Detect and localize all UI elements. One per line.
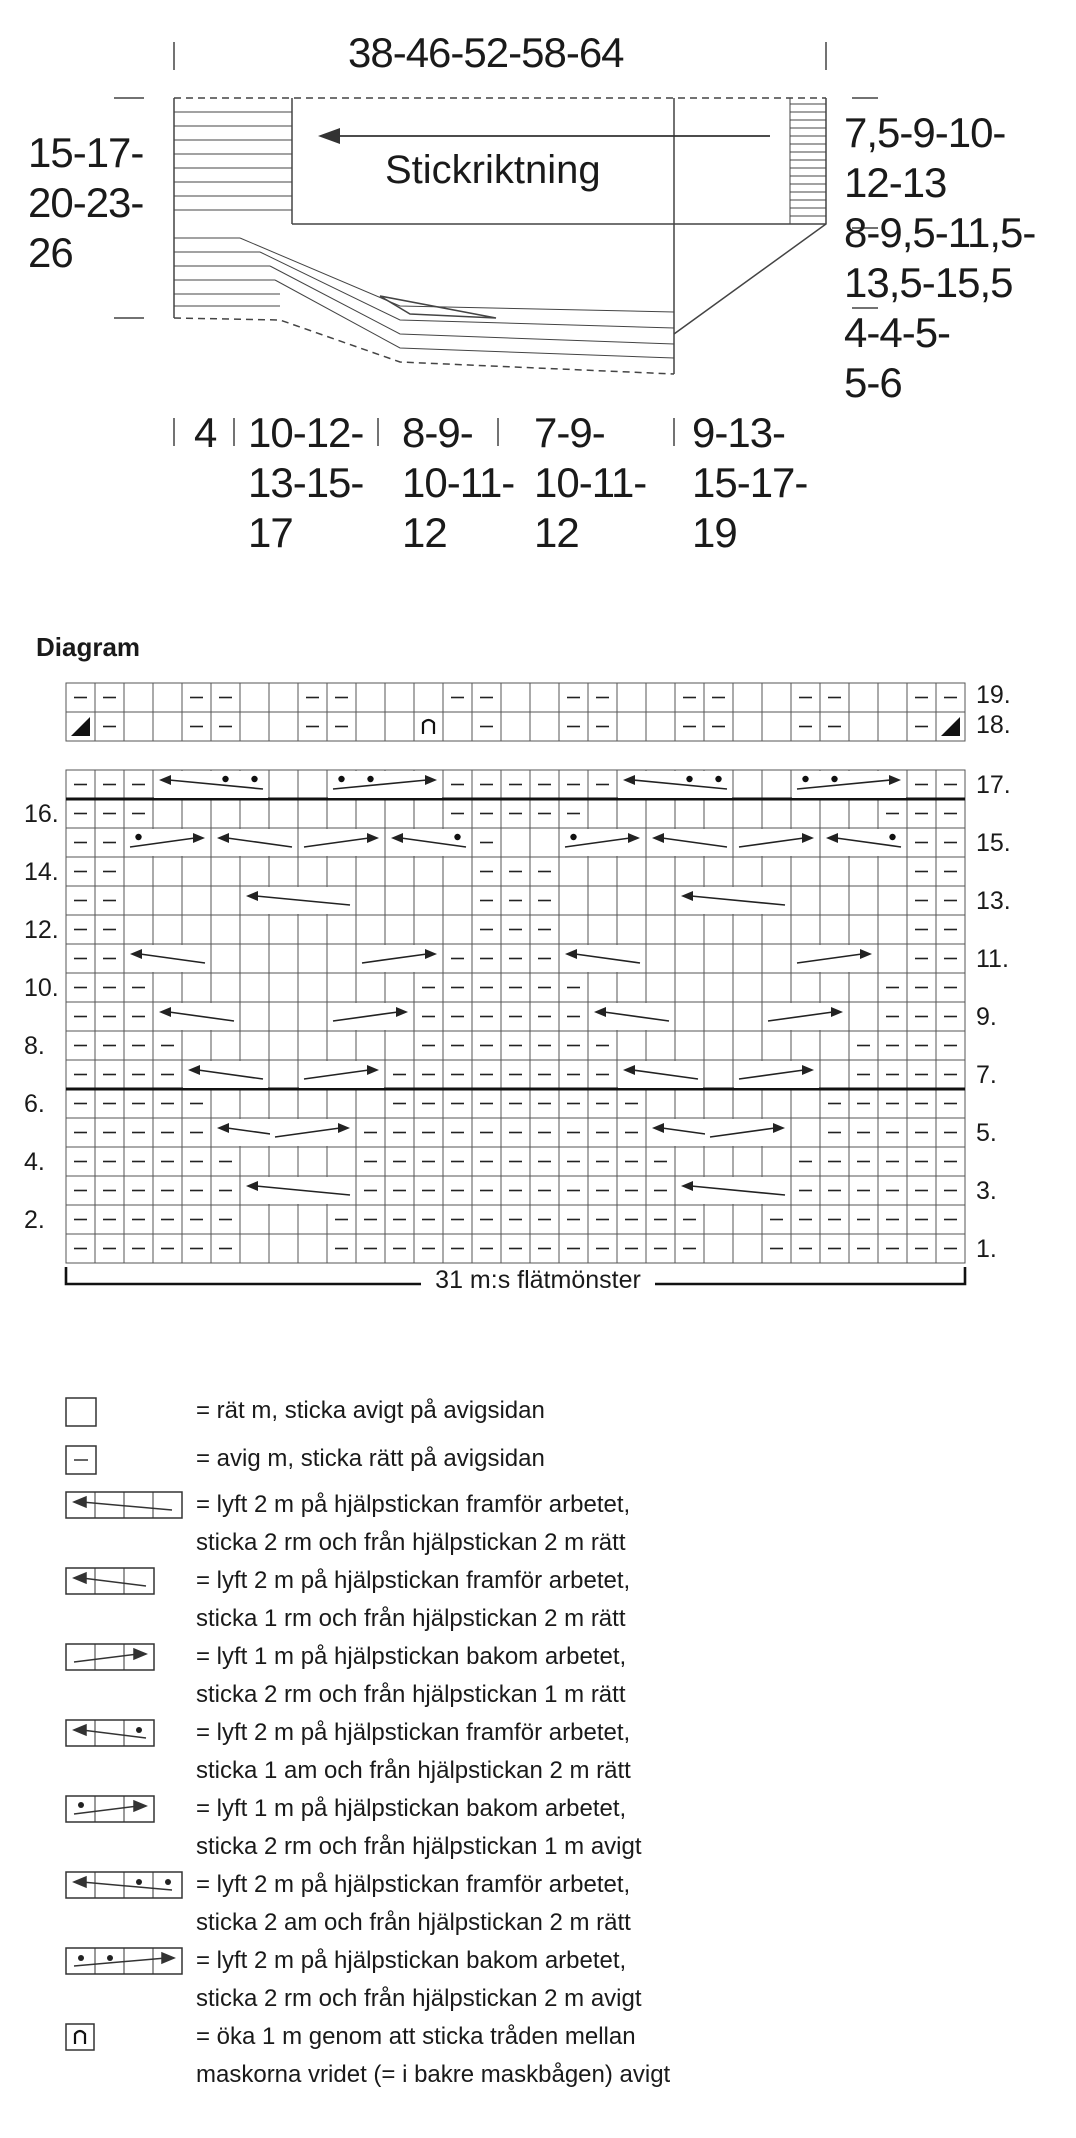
chart-cell [646, 857, 675, 886]
cable-2-2-front-purl-icon [66, 1872, 182, 1898]
chart-cell [182, 886, 211, 915]
cable-symbol [212, 829, 297, 856]
cable-symbol [270, 1119, 355, 1146]
chart-cell [530, 683, 559, 712]
cable-symbol [618, 1061, 703, 1088]
chart-cell [298, 915, 327, 944]
chart-cell [211, 915, 240, 944]
row-label-16: 16. [24, 800, 59, 828]
chart-cell [820, 857, 849, 886]
chart-cell [588, 799, 617, 828]
chart-cell [704, 944, 733, 973]
chart-cell [211, 857, 240, 886]
chart-cell [240, 1002, 269, 1031]
left-height-label: 15-17- 20-23- 26 [28, 129, 144, 276]
chart-cell [501, 828, 530, 857]
chart-cell [762, 1031, 791, 1060]
chart-cell [298, 944, 327, 973]
chart-cell [240, 944, 269, 973]
chart-cell [182, 915, 211, 944]
purl-square-icon [66, 1446, 96, 1474]
chart-cell [211, 1031, 240, 1060]
bottom-measure-1: 4 [194, 409, 217, 456]
chart-cell [617, 799, 646, 828]
chart-cell [791, 1118, 820, 1147]
chart-cell [704, 1147, 733, 1176]
chart-cell [211, 944, 240, 973]
chart-cell [878, 915, 907, 944]
chart-cell [820, 973, 849, 1002]
chart-cell [762, 973, 791, 1002]
chart-cell [704, 1060, 733, 1089]
legend-item-8: = lyft 2 m på hjälpstickan framför arbetet, sticka 2 am och från hjälpstickan 2 m rätt [196, 1871, 631, 1936]
cable-symbol [676, 887, 790, 914]
chart-cell [414, 915, 443, 944]
chart-cell [501, 712, 530, 741]
chart-cell [269, 915, 298, 944]
cable-symbol [734, 829, 819, 856]
chart-cell [240, 1147, 269, 1176]
chart-cell [124, 857, 153, 886]
chart-cell [385, 799, 414, 828]
cable-symbol [183, 1061, 268, 1088]
chart-cell [646, 683, 675, 712]
cable-2-2-front-icon [66, 1492, 182, 1518]
chart-cell [269, 712, 298, 741]
cable-symbol [299, 829, 384, 856]
chart-cell [646, 973, 675, 1002]
chart-cell [646, 1031, 675, 1060]
chart-cell [878, 683, 907, 712]
chart-cell [646, 944, 675, 973]
chart-cell [182, 1031, 211, 1060]
chart-cell [298, 1089, 327, 1118]
chart-cell [791, 886, 820, 915]
cable-2-2-back-purl-icon [66, 1948, 182, 1974]
chart-cell [298, 1031, 327, 1060]
chart-cell [675, 973, 704, 1002]
chart-cell [356, 886, 385, 915]
chart-cell [878, 944, 907, 973]
row-label-9: 9. [976, 1003, 997, 1031]
chart-cell [385, 973, 414, 1002]
chart-cell [124, 915, 153, 944]
knit-square-icon [66, 1398, 96, 1426]
cable-symbol [647, 829, 732, 856]
chart-cell [675, 915, 704, 944]
cable-symbol [763, 1003, 848, 1030]
chart-cell [443, 712, 472, 741]
direction-label: Stickriktning [385, 148, 601, 192]
chart-cell [762, 1147, 791, 1176]
chart-cell [733, 1147, 762, 1176]
chart-cell [269, 857, 298, 886]
chart-cell [385, 915, 414, 944]
chart-cell [762, 683, 791, 712]
chart-cell [704, 857, 733, 886]
chart-cell [414, 712, 443, 741]
row-label-19: 19. [976, 681, 1011, 709]
row-label-11: 11. [976, 945, 1009, 973]
chart-cell [269, 1089, 298, 1118]
chart-cell [820, 1060, 849, 1089]
chart-cell [733, 1002, 762, 1031]
chart-cell [211, 799, 240, 828]
chart-cell [791, 1089, 820, 1118]
chart-cell [443, 915, 472, 944]
chart-cell [269, 683, 298, 712]
row-label-1: 1. [976, 1235, 997, 1263]
chart-cell [240, 1234, 269, 1263]
bottom-measure-4: 7-9- 10-11- 12 [534, 409, 647, 556]
cable-symbol [241, 887, 355, 914]
chart-cell [298, 799, 327, 828]
legend-item-2: = avig m, sticka rätt på avigsidan [196, 1445, 545, 1472]
chart-cell [327, 944, 356, 973]
chart-cell [617, 857, 646, 886]
cable-symbol [299, 1061, 384, 1088]
chart-cell [849, 799, 878, 828]
chart-cell [675, 1031, 704, 1060]
chart-cell [762, 712, 791, 741]
chart-cell [675, 1089, 704, 1118]
row-label-5: 5. [976, 1119, 997, 1147]
chart-cell [675, 857, 704, 886]
chart-cell [240, 1205, 269, 1234]
chart-cell [153, 886, 182, 915]
row-label-6: 6. [24, 1090, 45, 1118]
chart-cell [849, 973, 878, 1002]
chart-cell [762, 770, 791, 799]
chart-cell [704, 1205, 733, 1234]
chart-cell [414, 886, 443, 915]
legend-item-7: = lyft 1 m på hjälpstickan bakom arbetet, sticka 2 rm och från hjälpstickan 1 m avigt [196, 1795, 642, 1860]
legend-item-1: = rät m, sticka avigt på avigsidan [196, 1397, 545, 1424]
chart-cell [849, 915, 878, 944]
chart-cell [443, 886, 472, 915]
chart-cell [327, 857, 356, 886]
chart-cell [675, 799, 704, 828]
chart-cell [617, 683, 646, 712]
chart-cell [733, 770, 762, 799]
right-measures-label: 7,5-9-10- 12-13 8-9,5-11,5- 13,5-15,5 4-4-5- 5-6 [844, 109, 1036, 406]
row-label-18: 18. [976, 711, 1011, 739]
chart-cell [646, 799, 675, 828]
chart-cell [356, 1031, 385, 1060]
chart-cell [704, 973, 733, 1002]
cable-2-1-front-purl-icon [66, 1720, 154, 1746]
chart-cell [298, 1205, 327, 1234]
chart-cell [849, 1002, 878, 1031]
chart-cell [704, 1089, 733, 1118]
chart-cell [327, 1147, 356, 1176]
chart-cell [733, 1234, 762, 1263]
chart-cell [762, 799, 791, 828]
chart-cell [269, 1031, 298, 1060]
pattern-label: 31 m:s flätmönster [421, 1266, 655, 1294]
row-label-4: 4. [24, 1148, 45, 1176]
chart-cell [327, 915, 356, 944]
cable-symbol [241, 1177, 355, 1204]
chart-cell [327, 1089, 356, 1118]
legend-item-3: = lyft 2 m på hjälpstickan framför arbetet, sticka 2 rm och från hjälpstickan 2 m rätt [196, 1491, 631, 1556]
chart-cell [762, 1089, 791, 1118]
cable-1-2-back-icon [66, 1644, 154, 1670]
cable-symbol [560, 829, 645, 856]
legend-item-4: = lyft 2 m på hjälpstickan framför arbetet, sticka 1 rm och från hjälpstickan 2 m rätt [196, 1567, 631, 1632]
row-label-13: 13. [976, 887, 1011, 915]
chart-cell [733, 712, 762, 741]
chart-cell [385, 712, 414, 741]
chart-cell [356, 973, 385, 1002]
cable-2-1-front-icon [66, 1568, 154, 1594]
chart-cell [733, 915, 762, 944]
chart-cell [182, 857, 211, 886]
chart-cell [269, 1147, 298, 1176]
row-label-12: 12. [24, 916, 59, 944]
chart-cell [617, 973, 646, 1002]
row-label-15: 15. [976, 829, 1011, 857]
row-label-3: 3. [976, 1177, 997, 1205]
chart-cell [240, 973, 269, 1002]
cable-symbol [589, 1003, 674, 1030]
chart-cell [530, 712, 559, 741]
chart-cell [124, 712, 153, 741]
chart-cell [820, 1031, 849, 1060]
chart-cell [559, 915, 588, 944]
row-label-14: 14. [24, 858, 59, 886]
chart-cell [878, 712, 907, 741]
chart-cell [153, 799, 182, 828]
chart-cell [211, 973, 240, 1002]
chart-cell [704, 1002, 733, 1031]
row-label-7: 7. [976, 1061, 997, 1089]
chart-cell [124, 886, 153, 915]
cable-symbol [125, 829, 210, 856]
chart-cell [733, 944, 762, 973]
chart-cell [327, 1031, 356, 1060]
chart-cell [153, 683, 182, 712]
chart-cell [733, 1205, 762, 1234]
chart-cell [153, 915, 182, 944]
row-label-2: 2. [24, 1206, 45, 1234]
chart-cell [356, 683, 385, 712]
chart-cell [240, 1031, 269, 1060]
chart-cell [646, 886, 675, 915]
row-label-10: 10. [24, 974, 59, 1002]
chart-cell [646, 1089, 675, 1118]
chart-cell [356, 857, 385, 886]
bottom-measure-3: 8-9- 10-11- 12 [402, 409, 515, 556]
chart-cell [414, 683, 443, 712]
chart-cell [124, 683, 153, 712]
chart-cell [762, 944, 791, 973]
chart-cell [443, 857, 472, 886]
cable-symbol [821, 829, 906, 856]
cable-symbol [734, 1061, 819, 1088]
chart-cell [182, 799, 211, 828]
chart-cell [385, 886, 414, 915]
chart-cell [182, 973, 211, 1002]
chart-cell [820, 886, 849, 915]
cable-symbol [154, 1003, 239, 1030]
cable-symbol [560, 945, 645, 972]
chart-cell [791, 973, 820, 1002]
chart-cell [588, 857, 617, 886]
chart-cell [298, 973, 327, 1002]
cable-symbol [154, 771, 268, 798]
cable-symbol [792, 945, 877, 972]
chart-cell [269, 770, 298, 799]
chart-cell [646, 915, 675, 944]
chart-cell [878, 857, 907, 886]
cable-symbol [328, 1003, 413, 1030]
row-label-17: 17. [976, 771, 1011, 799]
chart-cell [153, 973, 182, 1002]
chart-cell [588, 973, 617, 1002]
chart-cell [153, 857, 182, 886]
chart-cell [559, 886, 588, 915]
bottom-measure-2: 10-12- 13-15- 17 [248, 409, 364, 556]
chart-cell [356, 712, 385, 741]
chart-cell [704, 799, 733, 828]
chart-cell [559, 857, 588, 886]
chart-cell [704, 1031, 733, 1060]
chart-cell [269, 973, 298, 1002]
chart-cell [791, 857, 820, 886]
cable-symbol [328, 771, 442, 798]
chart-cell [849, 886, 878, 915]
chart-cell [675, 944, 704, 973]
chart-cell [269, 1060, 298, 1089]
chart-cell [791, 799, 820, 828]
chart-cell [849, 712, 878, 741]
cable-symbol [705, 1119, 790, 1146]
legend-item-10: = öka 1 m genom att sticka tråden mellan maskorna vridet (= i bakre maskbågen) avigt [196, 2023, 671, 2088]
chart-cell [820, 915, 849, 944]
chart-cell [878, 886, 907, 915]
chart-cell [791, 915, 820, 944]
chart-cell [269, 1205, 298, 1234]
chart-cell [298, 1002, 327, 1031]
cable-symbol [386, 829, 471, 856]
chart-cell [588, 915, 617, 944]
diagram-title: Diagram [36, 632, 141, 662]
cable-symbol [618, 771, 732, 798]
chart-cell [704, 1234, 733, 1263]
chart-cell [414, 857, 443, 886]
chart-cell [269, 799, 298, 828]
chart-cell [269, 944, 298, 973]
top-width-label: 38-46-52-58-64 [348, 29, 624, 76]
chart-cell [762, 915, 791, 944]
cable-symbol [357, 945, 442, 972]
chart-cell [298, 1234, 327, 1263]
chart-cell [385, 857, 414, 886]
chart-cell [617, 915, 646, 944]
pattern-label-wrap [0, 1266, 1076, 1295]
chart-cell [211, 1089, 240, 1118]
increase-twisted-icon [66, 2024, 94, 2050]
row-label-8: 8. [24, 1032, 45, 1060]
chart-cell [240, 712, 269, 741]
chart-cell [327, 973, 356, 1002]
legend-item-9: = lyft 2 m på hjälpstickan bakom arbetet, sticka 2 rm och från hjälpstickan 2 m avigt [196, 1947, 642, 2012]
chart-cell [298, 1147, 327, 1176]
chart-cell [733, 683, 762, 712]
chart-cell [617, 1031, 646, 1060]
cable-1-2-back-purl-icon [66, 1796, 154, 1822]
chart-cell [791, 1031, 820, 1060]
chart-cell [356, 1089, 385, 1118]
chart-cell [240, 857, 269, 886]
chart-cell [385, 683, 414, 712]
chart-cell [240, 799, 269, 828]
chart-cell [298, 770, 327, 799]
chart-cell [240, 1089, 269, 1118]
chart-cell [733, 1031, 762, 1060]
chart-cell [733, 799, 762, 828]
chart-cell [501, 683, 530, 712]
chart-cell [153, 712, 182, 741]
chart-cell [588, 886, 617, 915]
chart-cell [704, 915, 733, 944]
chart-cell [269, 1002, 298, 1031]
chart-cell [675, 1147, 704, 1176]
chart-cell [356, 799, 385, 828]
chart-cell [617, 886, 646, 915]
chart-cell [675, 1002, 704, 1031]
legend-item-6: = lyft 2 m på hjälpstickan framför arbetet, sticka 1 am och från hjälpstickan 2 m rätt [196, 1719, 631, 1784]
legend-item-5: = lyft 1 m på hjälpstickan bakom arbetet, sticka 2 rm och från hjälpstickan 1 m rätt [196, 1643, 627, 1708]
cable-symbol [125, 945, 210, 972]
cable-symbol [676, 1177, 790, 1204]
bottom-measure-5: 9-13- 15-17- 19 [692, 409, 808, 556]
chart-cell [298, 857, 327, 886]
chart-cell [849, 857, 878, 886]
chart-cell [530, 828, 559, 857]
chart-cell [820, 799, 849, 828]
chart-cell [733, 1089, 762, 1118]
chart-cell [849, 683, 878, 712]
cable-symbol [792, 771, 906, 798]
chart-cell [327, 799, 356, 828]
chart-cell [762, 857, 791, 886]
chart-cell [269, 1234, 298, 1263]
chart-cell [356, 915, 385, 944]
chart-cell [733, 857, 762, 886]
chart-cell [646, 712, 675, 741]
chart-cell [240, 683, 269, 712]
chart-cell [617, 712, 646, 741]
chart-cell [211, 886, 240, 915]
chart-cell [414, 799, 443, 828]
chart-cell [385, 1031, 414, 1060]
chart-cell [733, 973, 762, 1002]
chart-cell [240, 915, 269, 944]
